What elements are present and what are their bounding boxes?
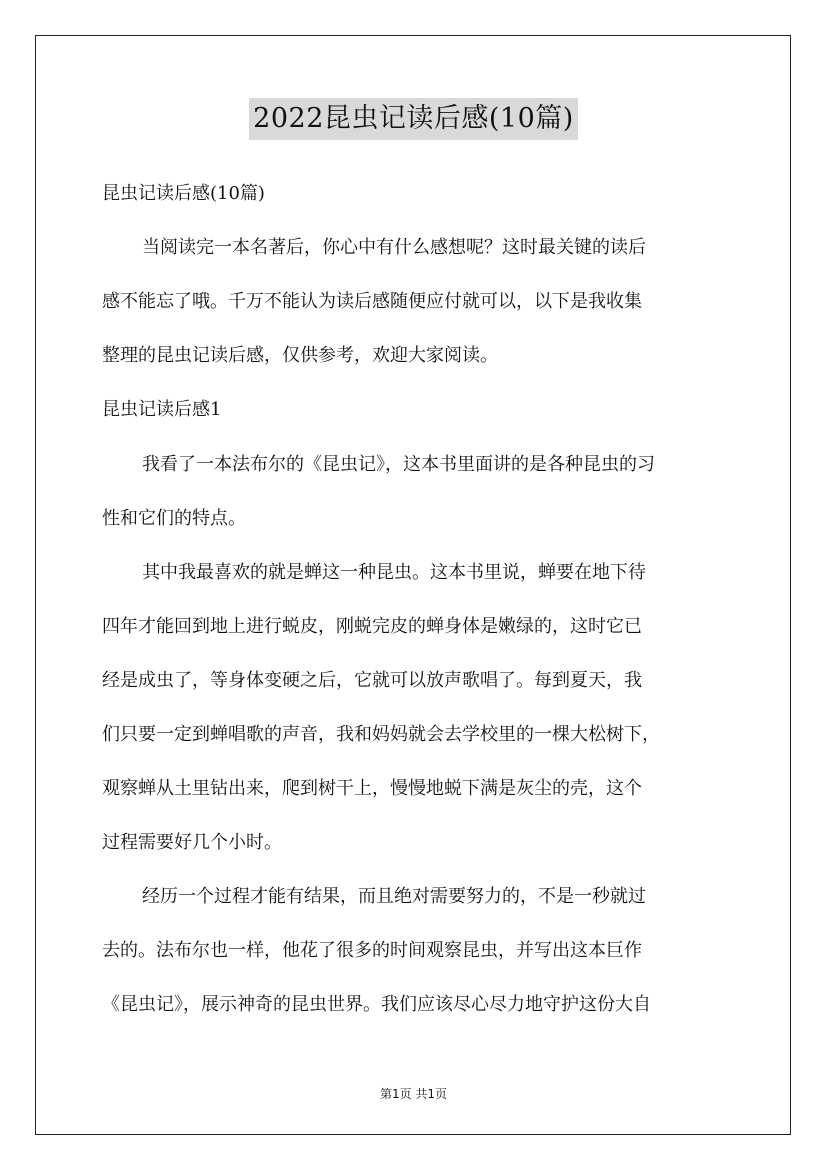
- title-container: [0, 98, 827, 140]
- paragraph-line: 感不能忘了哦。千万不能认为读后感随便应付就可以，以下是我收集: [102, 291, 642, 312]
- paragraph-line: 《昆虫记》，展示神奇的昆虫世界。我们应该尽心尽力地守护这份大自: [102, 994, 651, 1015]
- paragraph-line: 经是成虫了，等身体变硬之后，它就可以放声歌唱了。每到夏天，我: [102, 670, 642, 691]
- paragraph-line: 过程需要好几个小时。: [102, 832, 282, 853]
- paragraph-line: 我看了一本法布尔的《昆虫记》，这本书里面讲的是各种昆虫的习: [142, 454, 655, 475]
- paragraph-line: 四年才能回到地上进行蜕皮，刚蜕完皮的蝉身体是嫩绿的，这时它已: [102, 616, 642, 637]
- paragraph-line: 观察蝉从土里钻出来，爬到树干上，慢慢地蜕下满是灰尘的壳，这个: [102, 778, 642, 799]
- paragraph-line: 整理的昆虫记读后感，仅供参考，欢迎大家阅读。: [102, 345, 498, 366]
- paragraph-line: 们只要一定到蝉唱歌的声音，我和妈妈就会去学校里的一棵大松树下，: [102, 724, 660, 745]
- paragraph-line: 性和它们的特点。: [102, 508, 246, 529]
- section-heading: 昆虫记读后感1: [102, 399, 222, 420]
- paragraph-line: 经历一个过程才能有结果，而且绝对需要努力的，不是一秒就过: [142, 886, 646, 907]
- document-title: 2022昆虫记读后感(10篇): [249, 98, 578, 140]
- page-footer: 第1页 共1页: [379, 1087, 448, 1101]
- paragraph-line: 当阅读完一本名著后，你心中有什么感想呢？这时最关键的读后: [142, 237, 646, 258]
- subtitle-line: 昆虫记读后感(10篇): [102, 183, 265, 204]
- paragraph-line: 去的。法布尔也一样，他花了很多的时间观察昆虫，并写出这本巨作: [102, 940, 642, 961]
- paragraph-line: 其中我最喜欢的就是蝉这一种昆虫。这本书里说，蝉要在地下待: [142, 562, 646, 583]
